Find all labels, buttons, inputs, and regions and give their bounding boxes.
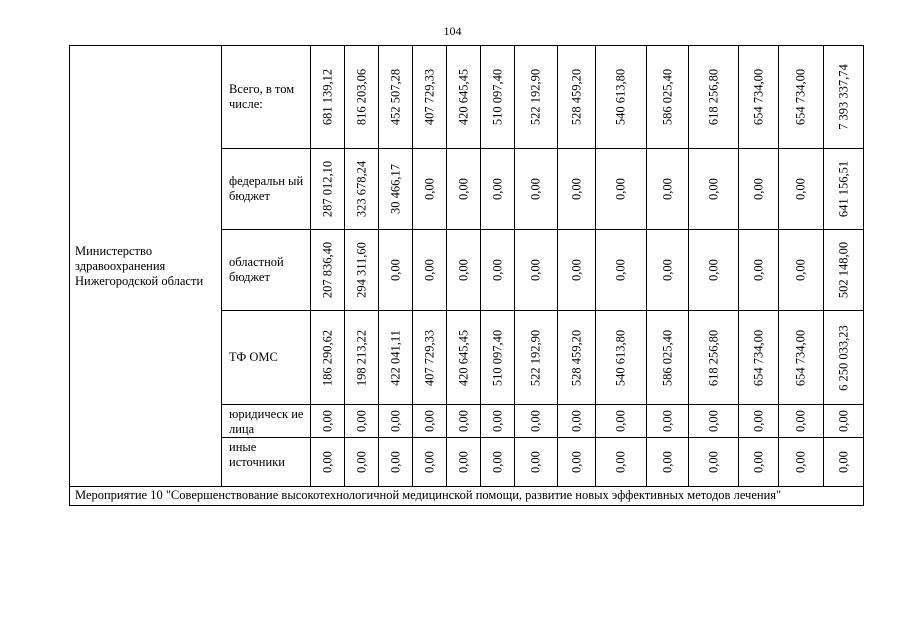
value-cell	[379, 438, 413, 487]
funding-source-label: ТФ ОМС	[222, 311, 311, 405]
value-text: 0,00	[613, 410, 628, 432]
value-text: 0,00	[456, 410, 470, 432]
value-cell	[379, 405, 413, 438]
value-cell	[345, 311, 379, 405]
value-text: 528 459,20	[569, 68, 583, 126]
value-text: 0,00	[660, 410, 674, 432]
value-text: 0,00	[490, 259, 504, 281]
value-text: 0,00	[613, 451, 628, 473]
value-cell	[647, 46, 689, 149]
value-text: 0,00	[751, 259, 765, 281]
value-cell	[739, 149, 779, 230]
value-cell	[413, 311, 447, 405]
value-text: 0,00	[528, 410, 543, 432]
value-cell	[596, 46, 647, 149]
value-text: 198 213,22	[354, 329, 368, 386]
value-cell	[558, 311, 596, 405]
value-cell	[596, 405, 647, 438]
value-text: 510 097,40	[490, 68, 504, 126]
value-text: 0,00	[660, 259, 674, 281]
value-cell	[558, 405, 596, 438]
value-text: 420 645,45	[456, 68, 470, 126]
value-cell	[345, 438, 379, 487]
value-cell	[647, 311, 689, 405]
value-text: 510 097,40	[490, 329, 504, 386]
value-text: 422 041,11	[388, 329, 402, 386]
value-text: 0,00	[706, 178, 720, 200]
value-text: 30 466,17	[388, 164, 402, 214]
value-cell	[739, 438, 779, 487]
value-cell	[311, 149, 345, 230]
value-text: 0,00	[793, 410, 808, 432]
value-text: 528 459,20	[569, 329, 583, 386]
value-cell	[345, 149, 379, 230]
value-text: 0,00	[388, 410, 402, 432]
value-cell	[739, 311, 779, 405]
value-text: 816 203,06	[354, 68, 368, 126]
value-cell	[689, 149, 739, 230]
value-cell	[413, 230, 447, 311]
value-cell	[515, 405, 558, 438]
value-cell	[779, 46, 824, 149]
value-cell	[558, 149, 596, 230]
value-text: 294 311,60	[354, 242, 368, 298]
value-text: 654 734,00	[793, 68, 808, 126]
value-cell	[689, 311, 739, 405]
value-text: 0,00	[528, 259, 543, 281]
value-text: 186 290,62	[320, 329, 334, 386]
value-text: 0,00	[354, 451, 368, 473]
value-text: 586 025,40	[660, 68, 674, 126]
value-text: 0,00	[836, 451, 850, 473]
value-cell	[824, 230, 864, 311]
value-text: 0,00	[569, 410, 583, 432]
value-cell	[558, 230, 596, 311]
value-cell	[447, 438, 481, 487]
value-cell	[413, 438, 447, 487]
value-cell	[515, 46, 558, 149]
value-cell	[647, 405, 689, 438]
value-cell	[447, 149, 481, 230]
funding-source-label: юридическ ие лица	[222, 405, 311, 438]
value-text: 0,00	[456, 451, 470, 473]
value-cell	[481, 46, 515, 149]
table-row	[70, 46, 864, 149]
value-cell	[824, 46, 864, 149]
page-number: 104	[443, 24, 462, 38]
value-text: 618 256,80	[706, 68, 720, 126]
value-text: 0,00	[793, 259, 808, 281]
value-cell	[413, 149, 447, 230]
value-text: 654 734,00	[751, 68, 765, 126]
measure-title: Мероприятие 10 "Совершенствование высокотехнологичной медицинской помощи, развитие новых эффективных методов лечения"	[70, 487, 864, 506]
value-cell	[596, 230, 647, 311]
value-text: 407 729,33	[422, 329, 436, 386]
value-text: 0,00	[660, 451, 674, 473]
value-text: 502 148,00	[836, 241, 850, 299]
value-text: 420 645,45	[456, 329, 470, 386]
value-text: 618 256,80	[706, 329, 720, 386]
value-cell	[558, 438, 596, 487]
value-cell	[779, 311, 824, 405]
value-text: 0,00	[706, 451, 720, 473]
value-text: 0,00	[613, 259, 628, 281]
value-cell	[447, 311, 481, 405]
value-cell	[689, 230, 739, 311]
value-cell	[779, 230, 824, 311]
value-text: 407 729,33	[422, 68, 436, 126]
value-cell	[739, 46, 779, 149]
value-text: 7 393 337,74	[836, 64, 850, 130]
value-text: 0,00	[660, 178, 674, 200]
value-text: 0,00	[422, 410, 436, 432]
value-cell	[779, 438, 824, 487]
value-cell	[345, 230, 379, 311]
value-text: 0,00	[490, 451, 504, 473]
value-text: 0,00	[456, 259, 470, 281]
value-text: 681 139,12	[320, 68, 334, 126]
value-text: 0,00	[751, 451, 765, 473]
value-cell	[515, 311, 558, 405]
value-text: 0,00	[320, 451, 334, 473]
funding-source-label: иные источники	[222, 438, 311, 487]
value-cell	[379, 230, 413, 311]
value-text: 0,00	[569, 451, 583, 473]
value-text: 0,00	[422, 451, 436, 473]
measure-row	[70, 487, 864, 506]
value-text: 654 734,00	[751, 329, 765, 386]
value-text: 0,00	[422, 178, 436, 200]
value-cell	[689, 405, 739, 438]
value-text: 0,00	[793, 451, 808, 473]
value-text: 654 734,00	[793, 329, 808, 386]
value-text: 0,00	[422, 259, 436, 281]
value-text: 522 192,90	[528, 68, 543, 126]
value-text: 522 192,90	[528, 329, 543, 386]
value-cell	[379, 311, 413, 405]
value-text: 0,00	[706, 410, 720, 432]
value-text: 0,00	[836, 410, 850, 432]
value-text: 0,00	[388, 259, 402, 281]
value-cell	[596, 438, 647, 487]
value-cell	[345, 46, 379, 149]
value-cell	[689, 438, 739, 487]
value-text: 0,00	[354, 410, 368, 432]
value-cell	[481, 311, 515, 405]
value-text: 0,00	[613, 178, 628, 200]
value-cell	[311, 438, 345, 487]
value-cell	[447, 230, 481, 311]
value-text: 323 678,24	[354, 160, 368, 218]
value-cell	[824, 438, 864, 487]
value-cell	[481, 149, 515, 230]
value-cell	[447, 405, 481, 438]
value-cell	[481, 405, 515, 438]
value-text: 0,00	[490, 178, 504, 200]
value-cell	[481, 230, 515, 311]
value-text: 452 507,28	[388, 68, 402, 126]
value-cell	[515, 149, 558, 230]
budget-table	[69, 45, 864, 506]
value-text: 0,00	[569, 178, 583, 200]
value-cell	[779, 405, 824, 438]
value-text: 540 613,80	[613, 68, 628, 126]
value-text: 0,00	[751, 410, 765, 432]
value-text: 0,00	[320, 410, 334, 432]
value-cell	[824, 149, 864, 230]
value-text: 0,00	[388, 451, 402, 473]
value-text: 586 025,40	[660, 329, 674, 386]
value-cell	[596, 311, 647, 405]
value-text: 0,00	[528, 178, 543, 200]
value-cell	[413, 46, 447, 149]
funding-source-label: федеральн ый бюджет	[222, 149, 311, 230]
value-text: 287 012,10	[320, 160, 334, 218]
value-cell	[515, 438, 558, 487]
value-cell	[447, 46, 481, 149]
value-text: 0,00	[528, 451, 543, 473]
value-text: 0,00	[569, 259, 583, 281]
value-cell	[311, 46, 345, 149]
value-cell	[647, 230, 689, 311]
value-cell	[413, 405, 447, 438]
value-cell	[379, 149, 413, 230]
value-text: 0,00	[456, 178, 470, 200]
value-cell	[647, 149, 689, 230]
funding-source-label: областной бюджет	[222, 230, 311, 311]
organization-cell: Министерство здравоохранения Нижегородской области	[70, 46, 222, 487]
value-cell	[515, 230, 558, 311]
value-cell	[779, 149, 824, 230]
value-text: 0,00	[751, 178, 765, 200]
value-cell	[311, 405, 345, 438]
value-cell	[739, 405, 779, 438]
funding-source-label: Всего, в том числе:	[222, 46, 311, 149]
value-text: 0,00	[490, 410, 504, 432]
value-cell	[739, 230, 779, 311]
value-cell	[379, 46, 413, 149]
value-text: 6 250 033,23	[836, 324, 850, 391]
value-cell	[824, 311, 864, 405]
value-cell	[689, 46, 739, 149]
value-text: 0,00	[706, 259, 720, 281]
value-text: 0,00	[793, 178, 808, 200]
value-text: 540 613,80	[613, 329, 628, 386]
value-text: 641 156,51	[836, 160, 850, 218]
value-cell	[311, 311, 345, 405]
value-cell	[647, 438, 689, 487]
value-text: 207 836,40	[320, 241, 334, 299]
value-cell	[596, 149, 647, 230]
value-cell	[481, 438, 515, 487]
value-cell	[824, 405, 864, 438]
value-cell	[345, 405, 379, 438]
value-cell	[311, 230, 345, 311]
value-cell	[558, 46, 596, 149]
